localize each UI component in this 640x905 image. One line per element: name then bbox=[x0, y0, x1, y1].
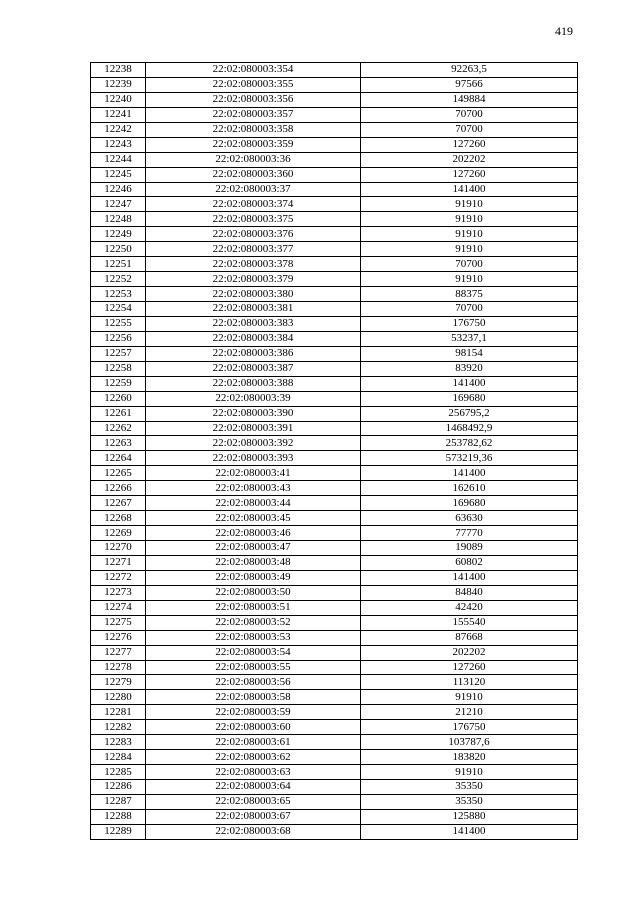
value-cell: 91910 bbox=[361, 242, 578, 257]
table-row bbox=[91, 122, 578, 137]
value-cell: 149884 bbox=[361, 92, 578, 107]
cadastral-number-cell: 22:02:080003:62 bbox=[146, 750, 361, 765]
table-row bbox=[91, 511, 578, 526]
table-row bbox=[91, 272, 578, 287]
table-row bbox=[91, 77, 578, 92]
value-cell: 202202 bbox=[361, 645, 578, 660]
cadastral-number-cell: 22:02:080003:391 bbox=[146, 421, 361, 436]
value-cell: 70700 bbox=[361, 122, 578, 137]
value-cell: 176750 bbox=[361, 316, 578, 331]
cadastral-number-cell: 22:02:080003:45 bbox=[146, 511, 361, 526]
cadastral-number-cell: 22:02:080003:59 bbox=[146, 705, 361, 720]
cadastral-number-cell: 22:02:080003:41 bbox=[146, 466, 361, 481]
row-number-cell: 12277 bbox=[91, 645, 146, 660]
value-cell: 91910 bbox=[361, 765, 578, 780]
cadastral-number-cell: 22:02:080003:386 bbox=[146, 346, 361, 361]
value-cell: 113120 bbox=[361, 675, 578, 690]
cadastral-number-cell: 22:02:080003:379 bbox=[146, 272, 361, 287]
cadastral-number-cell: 22:02:080003:50 bbox=[146, 585, 361, 600]
cadastral-number-cell: 22:02:080003:46 bbox=[146, 526, 361, 541]
table-row bbox=[91, 735, 578, 750]
cadastral-number-cell: 22:02:080003:52 bbox=[146, 615, 361, 630]
row-number-cell: 12238 bbox=[91, 63, 146, 78]
value-cell: 70700 bbox=[361, 302, 578, 317]
table-row bbox=[91, 690, 578, 705]
row-number-cell: 12275 bbox=[91, 615, 146, 630]
table-row bbox=[91, 705, 578, 720]
table-row bbox=[91, 242, 578, 257]
value-cell: 35350 bbox=[361, 780, 578, 795]
value-cell: 253782,62 bbox=[361, 436, 578, 451]
table-row bbox=[91, 809, 578, 824]
table-row bbox=[91, 302, 578, 317]
row-number-cell: 12239 bbox=[91, 77, 146, 92]
row-number-cell: 12257 bbox=[91, 346, 146, 361]
cadastral-number-cell: 22:02:080003:65 bbox=[146, 794, 361, 809]
table-row bbox=[91, 257, 578, 272]
cadastral-number-cell: 22:02:080003:354 bbox=[146, 63, 361, 78]
value-cell: 70700 bbox=[361, 107, 578, 122]
table-row bbox=[91, 765, 578, 780]
row-number-cell: 12283 bbox=[91, 735, 146, 750]
cadastral-number-cell: 22:02:080003:47 bbox=[146, 541, 361, 556]
table-row bbox=[91, 466, 578, 481]
row-number-cell: 12274 bbox=[91, 600, 146, 615]
value-cell: 91910 bbox=[361, 227, 578, 242]
table-row bbox=[91, 436, 578, 451]
table-row bbox=[91, 645, 578, 660]
cadastral-number-cell: 22:02:080003:357 bbox=[146, 107, 361, 122]
row-number-cell: 12279 bbox=[91, 675, 146, 690]
row-number-cell: 12280 bbox=[91, 690, 146, 705]
row-number-cell: 12242 bbox=[91, 122, 146, 137]
cadastral-number-cell: 22:02:080003:376 bbox=[146, 227, 361, 242]
cadastral-number-cell: 22:02:080003:55 bbox=[146, 660, 361, 675]
table-row bbox=[91, 780, 578, 795]
cadastral-number-cell: 22:02:080003:44 bbox=[146, 496, 361, 511]
cadastral-number-cell: 22:02:080003:48 bbox=[146, 555, 361, 570]
table-row bbox=[91, 555, 578, 570]
value-cell: 169680 bbox=[361, 391, 578, 406]
cadastral-number-cell: 22:02:080003:384 bbox=[146, 331, 361, 346]
cadastral-number-cell: 22:02:080003:377 bbox=[146, 242, 361, 257]
cadastral-number-cell: 22:02:080003:355 bbox=[146, 77, 361, 92]
page-number: 419 bbox=[555, 24, 573, 38]
value-cell: 573219,36 bbox=[361, 451, 578, 466]
table-row bbox=[91, 316, 578, 331]
value-cell: 88375 bbox=[361, 287, 578, 302]
row-number-cell: 12286 bbox=[91, 780, 146, 795]
cadastral-number-cell: 22:02:080003:51 bbox=[146, 600, 361, 615]
value-cell: 141400 bbox=[361, 376, 578, 391]
table-row bbox=[91, 331, 578, 346]
table-row bbox=[91, 481, 578, 496]
table-row bbox=[91, 391, 578, 406]
row-number-cell: 12264 bbox=[91, 451, 146, 466]
value-cell: 1468492,9 bbox=[361, 421, 578, 436]
value-cell: 53237,1 bbox=[361, 331, 578, 346]
table-row bbox=[91, 451, 578, 466]
value-cell: 60802 bbox=[361, 555, 578, 570]
value-cell: 84840 bbox=[361, 585, 578, 600]
row-number-cell: 12244 bbox=[91, 152, 146, 167]
value-cell: 83920 bbox=[361, 361, 578, 376]
cadastral-number-cell: 22:02:080003:63 bbox=[146, 765, 361, 780]
value-cell: 127260 bbox=[361, 167, 578, 182]
row-number-cell: 12270 bbox=[91, 541, 146, 556]
table-row bbox=[91, 585, 578, 600]
value-cell: 155540 bbox=[361, 615, 578, 630]
cadastral-number-cell: 22:02:080003:68 bbox=[146, 824, 361, 839]
row-number-cell: 12258 bbox=[91, 361, 146, 376]
value-cell: 92263,5 bbox=[361, 63, 578, 78]
table-row bbox=[91, 421, 578, 436]
value-cell: 19089 bbox=[361, 541, 578, 556]
table-row bbox=[91, 63, 578, 78]
value-cell: 97566 bbox=[361, 77, 578, 92]
value-cell: 91910 bbox=[361, 212, 578, 227]
row-number-cell: 12245 bbox=[91, 167, 146, 182]
row-number-cell: 12273 bbox=[91, 585, 146, 600]
value-cell: 202202 bbox=[361, 152, 578, 167]
row-number-cell: 12281 bbox=[91, 705, 146, 720]
row-number-cell: 12250 bbox=[91, 242, 146, 257]
value-cell: 169680 bbox=[361, 496, 578, 511]
value-cell: 141400 bbox=[361, 182, 578, 197]
row-number-cell: 12285 bbox=[91, 765, 146, 780]
value-cell: 141400 bbox=[361, 570, 578, 585]
value-cell: 42420 bbox=[361, 600, 578, 615]
value-cell: 91910 bbox=[361, 197, 578, 212]
cadastral-number-cell: 22:02:080003:61 bbox=[146, 735, 361, 750]
row-number-cell: 12247 bbox=[91, 197, 146, 212]
row-number-cell: 12268 bbox=[91, 511, 146, 526]
cadastral-number-cell: 22:02:080003:54 bbox=[146, 645, 361, 660]
cadastral-number-cell: 22:02:080003:43 bbox=[146, 481, 361, 496]
value-cell: 127260 bbox=[361, 660, 578, 675]
row-number-cell: 12284 bbox=[91, 750, 146, 765]
row-number-cell: 12251 bbox=[91, 257, 146, 272]
table-row bbox=[91, 212, 578, 227]
cadastral-number-cell: 22:02:080003:37 bbox=[146, 182, 361, 197]
cadastral-number-cell: 22:02:080003:39 bbox=[146, 391, 361, 406]
table-row bbox=[91, 287, 578, 302]
value-cell: 87668 bbox=[361, 630, 578, 645]
row-number-cell: 12271 bbox=[91, 555, 146, 570]
table-row bbox=[91, 227, 578, 242]
row-number-cell: 12252 bbox=[91, 272, 146, 287]
table-row bbox=[91, 107, 578, 122]
value-cell: 98154 bbox=[361, 346, 578, 361]
value-cell: 176750 bbox=[361, 720, 578, 735]
row-number-cell: 12249 bbox=[91, 227, 146, 242]
row-number-cell: 12265 bbox=[91, 466, 146, 481]
row-number-cell: 12287 bbox=[91, 794, 146, 809]
row-number-cell: 12288 bbox=[91, 809, 146, 824]
table-row bbox=[91, 660, 578, 675]
value-cell: 141400 bbox=[361, 824, 578, 839]
value-cell: 91910 bbox=[361, 272, 578, 287]
row-number-cell: 12256 bbox=[91, 331, 146, 346]
row-number-cell: 12254 bbox=[91, 302, 146, 317]
row-number-cell: 12255 bbox=[91, 316, 146, 331]
table-row bbox=[91, 541, 578, 556]
row-number-cell: 12248 bbox=[91, 212, 146, 227]
value-cell: 127260 bbox=[361, 137, 578, 152]
cadastral-number-cell: 22:02:080003:356 bbox=[146, 92, 361, 107]
cadastral-number-cell: 22:02:080003:392 bbox=[146, 436, 361, 451]
table-row bbox=[91, 570, 578, 585]
table-row bbox=[91, 794, 578, 809]
table-row bbox=[91, 346, 578, 361]
cadastral-number-cell: 22:02:080003:388 bbox=[146, 376, 361, 391]
value-cell: 21210 bbox=[361, 705, 578, 720]
table-row bbox=[91, 137, 578, 152]
table-row bbox=[91, 406, 578, 421]
row-number-cell: 12261 bbox=[91, 406, 146, 421]
table-row bbox=[91, 615, 578, 630]
table-body bbox=[91, 63, 578, 840]
table-row bbox=[91, 361, 578, 376]
table-row bbox=[91, 197, 578, 212]
table-row bbox=[91, 496, 578, 511]
cadastral-number-cell: 22:02:080003:36 bbox=[146, 152, 361, 167]
cadastral-value-table bbox=[90, 62, 578, 840]
row-number-cell: 12241 bbox=[91, 107, 146, 122]
value-cell: 35350 bbox=[361, 794, 578, 809]
table-row bbox=[91, 167, 578, 182]
cadastral-number-cell: 22:02:080003:358 bbox=[146, 122, 361, 137]
cadastral-number-cell: 22:02:080003:53 bbox=[146, 630, 361, 645]
row-number-cell: 12276 bbox=[91, 630, 146, 645]
row-number-cell: 12243 bbox=[91, 137, 146, 152]
value-cell: 141400 bbox=[361, 466, 578, 481]
cadastral-number-cell: 22:02:080003:359 bbox=[146, 137, 361, 152]
table-row bbox=[91, 152, 578, 167]
cadastral-number-cell: 22:02:080003:387 bbox=[146, 361, 361, 376]
cadastral-number-cell: 22:02:080003:383 bbox=[146, 316, 361, 331]
row-number-cell: 12282 bbox=[91, 720, 146, 735]
value-cell: 103787,6 bbox=[361, 735, 578, 750]
cadastral-number-cell: 22:02:080003:380 bbox=[146, 287, 361, 302]
row-number-cell: 12253 bbox=[91, 287, 146, 302]
row-number-cell: 12240 bbox=[91, 92, 146, 107]
value-cell: 256795,2 bbox=[361, 406, 578, 421]
row-number-cell: 12246 bbox=[91, 182, 146, 197]
cadastral-number-cell: 22:02:080003:393 bbox=[146, 451, 361, 466]
table-row bbox=[91, 526, 578, 541]
cadastral-number-cell: 22:02:080003:390 bbox=[146, 406, 361, 421]
table-row bbox=[91, 824, 578, 839]
table-row bbox=[91, 92, 578, 107]
cadastral-number-cell: 22:02:080003:60 bbox=[146, 720, 361, 735]
cadastral-number-cell: 22:02:080003:58 bbox=[146, 690, 361, 705]
row-number-cell: 12263 bbox=[91, 436, 146, 451]
value-cell: 77770 bbox=[361, 526, 578, 541]
cadastral-number-cell: 22:02:080003:375 bbox=[146, 212, 361, 227]
row-number-cell: 12260 bbox=[91, 391, 146, 406]
value-cell: 91910 bbox=[361, 690, 578, 705]
value-cell: 183820 bbox=[361, 750, 578, 765]
row-number-cell: 12289 bbox=[91, 824, 146, 839]
table-row bbox=[91, 600, 578, 615]
row-number-cell: 12259 bbox=[91, 376, 146, 391]
value-cell: 162610 bbox=[361, 481, 578, 496]
cadastral-number-cell: 22:02:080003:378 bbox=[146, 257, 361, 272]
table-row bbox=[91, 182, 578, 197]
row-number-cell: 12267 bbox=[91, 496, 146, 511]
cadastral-number-cell: 22:02:080003:56 bbox=[146, 675, 361, 690]
cadastral-number-cell: 22:02:080003:67 bbox=[146, 809, 361, 824]
cadastral-number-cell: 22:02:080003:64 bbox=[146, 780, 361, 795]
row-number-cell: 12266 bbox=[91, 481, 146, 496]
table-row bbox=[91, 376, 578, 391]
row-number-cell: 12269 bbox=[91, 526, 146, 541]
cadastral-number-cell: 22:02:080003:374 bbox=[146, 197, 361, 212]
table-row bbox=[91, 630, 578, 645]
row-number-cell: 12272 bbox=[91, 570, 146, 585]
value-cell: 63630 bbox=[361, 511, 578, 526]
value-cell: 125880 bbox=[361, 809, 578, 824]
value-cell: 70700 bbox=[361, 257, 578, 272]
row-number-cell: 12262 bbox=[91, 421, 146, 436]
table-row bbox=[91, 720, 578, 735]
cadastral-number-cell: 22:02:080003:360 bbox=[146, 167, 361, 182]
table-row bbox=[91, 675, 578, 690]
row-number-cell: 12278 bbox=[91, 660, 146, 675]
cadastral-number-cell: 22:02:080003:381 bbox=[146, 302, 361, 317]
cadastral-number-cell: 22:02:080003:49 bbox=[146, 570, 361, 585]
table-row bbox=[91, 750, 578, 765]
